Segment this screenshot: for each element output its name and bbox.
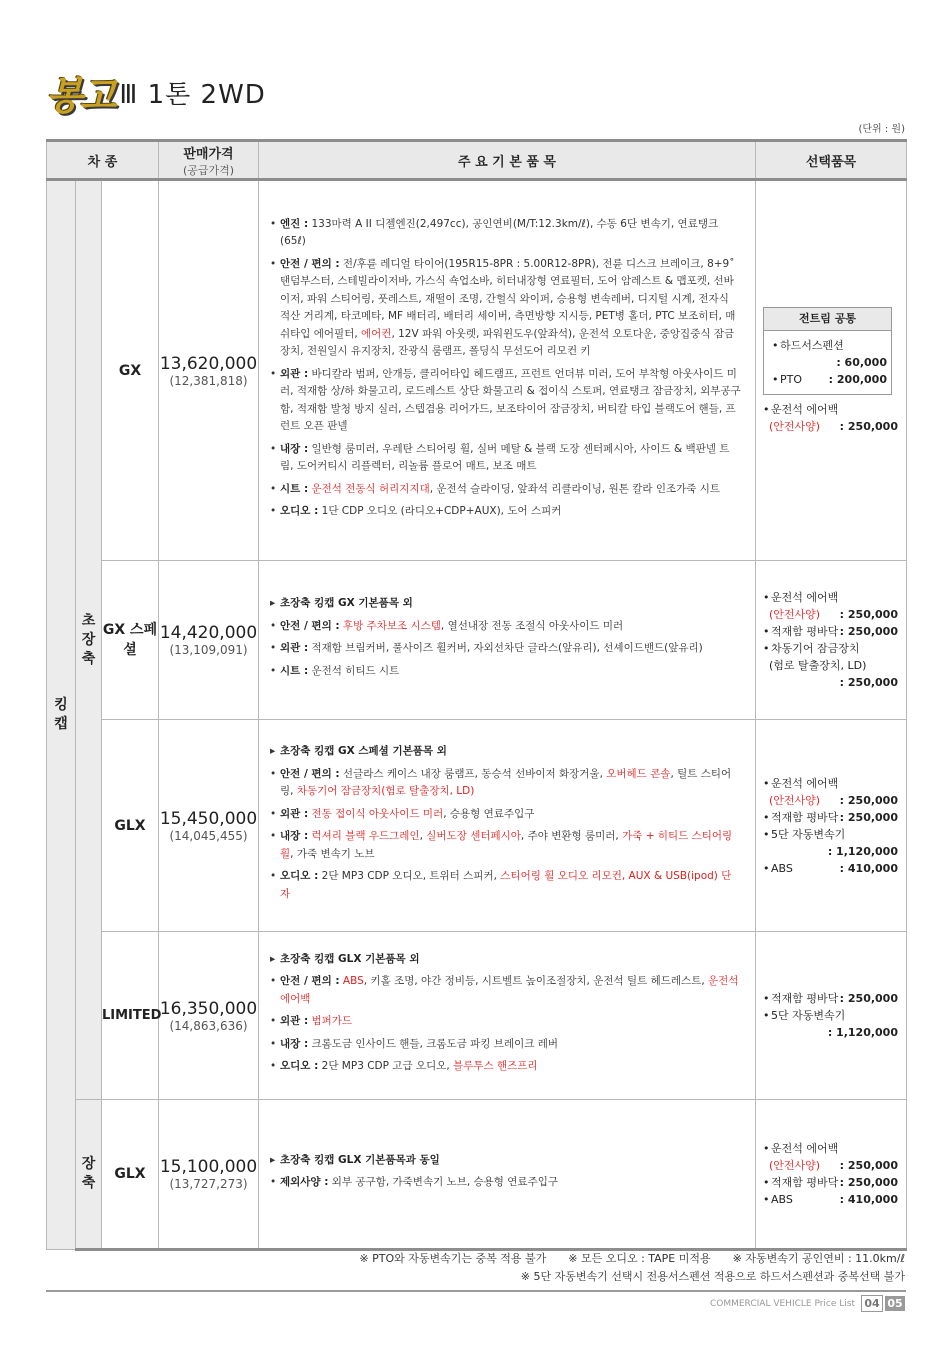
col-features: 주 요 기 본 품 목 <box>259 141 756 180</box>
bongo-logo: 봉고 <box>46 72 114 118</box>
options-cell: • 운전석 에어백 (안전사양) : 250,000 • 적재함 평바닥 : 250,000 • 5단 자동변속기 : 1,120,000 • ABS : 410,000 <box>756 720 907 932</box>
table-row <box>47 720 907 932</box>
table-row <box>47 1100 907 1250</box>
col-options: 선택품목 <box>756 141 907 180</box>
footnote-line: ※ PTO와 자동변속기는 중복 적용 불가 ※ 모든 오디오 : TAPE 미적용 ※ 자동변속기 공인연비 : 11.0km/ℓ <box>359 1252 905 1265</box>
unit-note: (단위 : 원) <box>858 124 905 135</box>
options-cell: • 운전석 에어백 (안전사양) : 250,000 • 적재함 평바닥 : 250,000 • 차동기어 잠금장치 (험로 탈출장치, LD) : 250,000 <box>756 561 907 720</box>
options-cell: 전트림 공통 • 하드서스펜션 : 60,000 • PTO : 200,000 • 운전석 에어백 (안전사양) : 250,000 <box>756 180 907 561</box>
page-number-left: 04 <box>861 1295 883 1312</box>
page-footer <box>710 1295 905 1312</box>
price-cell: 14,420,000 (13,109,091) <box>159 561 259 720</box>
table-header-row <box>47 141 907 180</box>
price-cell: 16,350,000 (14,863,636) <box>159 932 259 1100</box>
group-super-long: 초장축 <box>76 180 102 1100</box>
features-cell: ▸ 초장축 킹캡 GLX 기본품목 외 • 안전 / 편의 : ABS, 키홀 조명, 야간 정비등, 시트벨트 높이조절장치, 운전석 틸트 헤드레스트, 운전석 에어백 • 외관 : 범퍼가드 • 내장 : 크롬도금 인사이드 핸들, 크롬도금 파킹 브레이크 레버 • 오디오 : 2단 MP3 CDP 고급 오디오, 블루투스 핸즈프리 <box>259 932 756 1100</box>
table-row <box>47 180 907 561</box>
price-table <box>46 139 907 1251</box>
col-price: 판매가격 (공급가격) <box>159 141 259 180</box>
page-title <box>46 68 266 116</box>
trim-name: GX 스페셜 <box>102 561 159 720</box>
price-cell: 15,450,000 (14,045,455) <box>159 720 259 932</box>
common-options-box: 전트림 공통 • 하드서스펜션 : 60,000 • PTO : 200,000 <box>763 307 892 395</box>
table-row <box>47 561 907 720</box>
col-car: 차 종 <box>47 141 159 180</box>
features-cell: ▸ 초장축 킹캡 GX 스페셜 기본품목 외 • 안전 / 편의 : 선글라스 케이스 내장 룸램프, 동승석 선바이저 화장거울, 오버헤드 콘솔, 틸트 스티어링, 차동기어 잠금장치(험로 탈출장치, LD) • 외관 : 전동 접이식 아웃사이드 미러, 승용형 연료주입구 • 내장 : 럭셔리 블랙 우드그레인, 실버도장 센터페시아, 주야 변환형 룸미러, 가죽 + 히티드 스티어링 휠, 가죽 변속기 노브 • 오디오 : 2단 MP3 CDP 오디오, 트위터 스피커, 스티어링 휠 오디오 리모컨, AUX & USB(ipod) 단자 <box>259 720 756 932</box>
price-cell: 13,620,000 (12,381,818) <box>159 180 259 561</box>
trim-name: GLX <box>102 1100 159 1250</box>
footer-divider <box>46 1290 906 1292</box>
options-cell: • 적재함 평바닥 : 250,000 • 5단 자동변속기 : 1,120,000 <box>756 932 907 1100</box>
features-cell: • 엔진 : 133마력 A II 디젤엔진(2,497cc), 공인연비(M/T:12.3km/ℓ), 수동 6단 변속기, 연료탱크(65ℓ) • 안전 / 편의 : 전/후륜 레디얼 타이어(195R15-8PR : 5.00R12-8PR), 전륜 디스크 브레이크, 8+9˚ 탠덤부스터, 스테빌라이저바, 가스식 쇽업소바, 히터내장형 연료필터, 도어 암레스트 & 맵포켓, 선바이저, 파워 스티어링, 풋레스트, 재떨이 조명, 간헐식 와이퍼, 승용형 변속레버, 디지털 시계, 전자식 적산 거리계, 타코메타, MF 배터리, 배터리 세이버, 측면방향 지시등, PET병 홀더, PTC 보조히터, 매쉬타입 에어필터, 에어컨, 12V 파워 아웃렛, 파워윈도우(앞좌석), 운전석 오토다운, 중앙집중식 잠금장치, 전원일시 유지장치, 잔광식 룸램프, 폴딩식 무선도어 리모컨 키 • 외관 : 바디칼라 범퍼, 안개등, 클리어타입 헤드램프, 프런트 언더뷰 미러, 도어 부착형 아웃사이드 미러, 적재함 상/하 화물고리, 로드레스트 상단 화물고리 & 접이식 스토퍼, 연료탱크 잠금장치, 외부공구함, 적재함 발청 방지 실러, 스텝겸용 리어가드, 보조타이어 잠금장치, 버티칼 타입 블랙도어 핸들, 프런트 오픈 판넬 • 내장 : 일반형 룸미러, 우레탄 스티어링 휠, 실버 메탈 & 블랙 도장 센터페시아, 사이드 & 백판넬 트림, 도어커티시 리플렉터, 리놀륨 플로어 매트, 보조 매트 • 시트 : 운전석 전동식 허리지지대, 운전석 슬라이딩, 앞좌석 리클라이닝, 원톤 칼라 인조가죽 시트 • 오디오 : 1단 CDP 오디오 (라디오+CDP+AUX), 도어 스피커 <box>259 180 756 561</box>
model-title: Ⅲ 1톤 2WD <box>119 79 266 110</box>
features-cell: ▸ 초장축 킹캡 GX 기본품목 외 • 안전 / 편의 : 후방 주차보조 시스템, 열선내장 전동 조절식 아웃사이드 미러 • 외관 : 적재함 브림커버, 풀사이즈 휠커버, 자외선차단 글라스(앞유리), 선셰이드밴드(앞유리) • 시트 : 운전석 히티드 시트 <box>259 561 756 720</box>
features-cell: ▸ 초장축 킹캡 GLX 기본품목과 동일 • 제외사양 : 외부 공구함, 가죽변속기 노브, 승용형 연료주입구 <box>259 1100 756 1250</box>
group-long: 장축 <box>76 1100 102 1250</box>
group-king-cab: 킹캡 <box>47 180 76 1250</box>
trim-name: GLX <box>102 720 159 932</box>
footer-text: COMMERCIAL VEHICLE Price List <box>709 1298 855 1309</box>
footnote-line: ※ 5단 자동변속기 선택시 전용서스펜션 적용으로 하드서스펜션과 중복선택 불가 <box>520 1270 905 1283</box>
footnotes <box>359 1250 905 1286</box>
options-cell: • 운전석 에어백 (안전사양) : 250,000 • 적재함 평바닥 : 250,000 • ABS : 410,000 <box>756 1100 907 1250</box>
trim-name: LIMITED <box>102 932 159 1100</box>
table-row <box>47 932 907 1100</box>
price-cell: 15,100,000 (13,727,273) <box>159 1100 259 1250</box>
trim-name: GX <box>102 180 159 561</box>
page-number-right: 05 <box>885 1296 905 1311</box>
